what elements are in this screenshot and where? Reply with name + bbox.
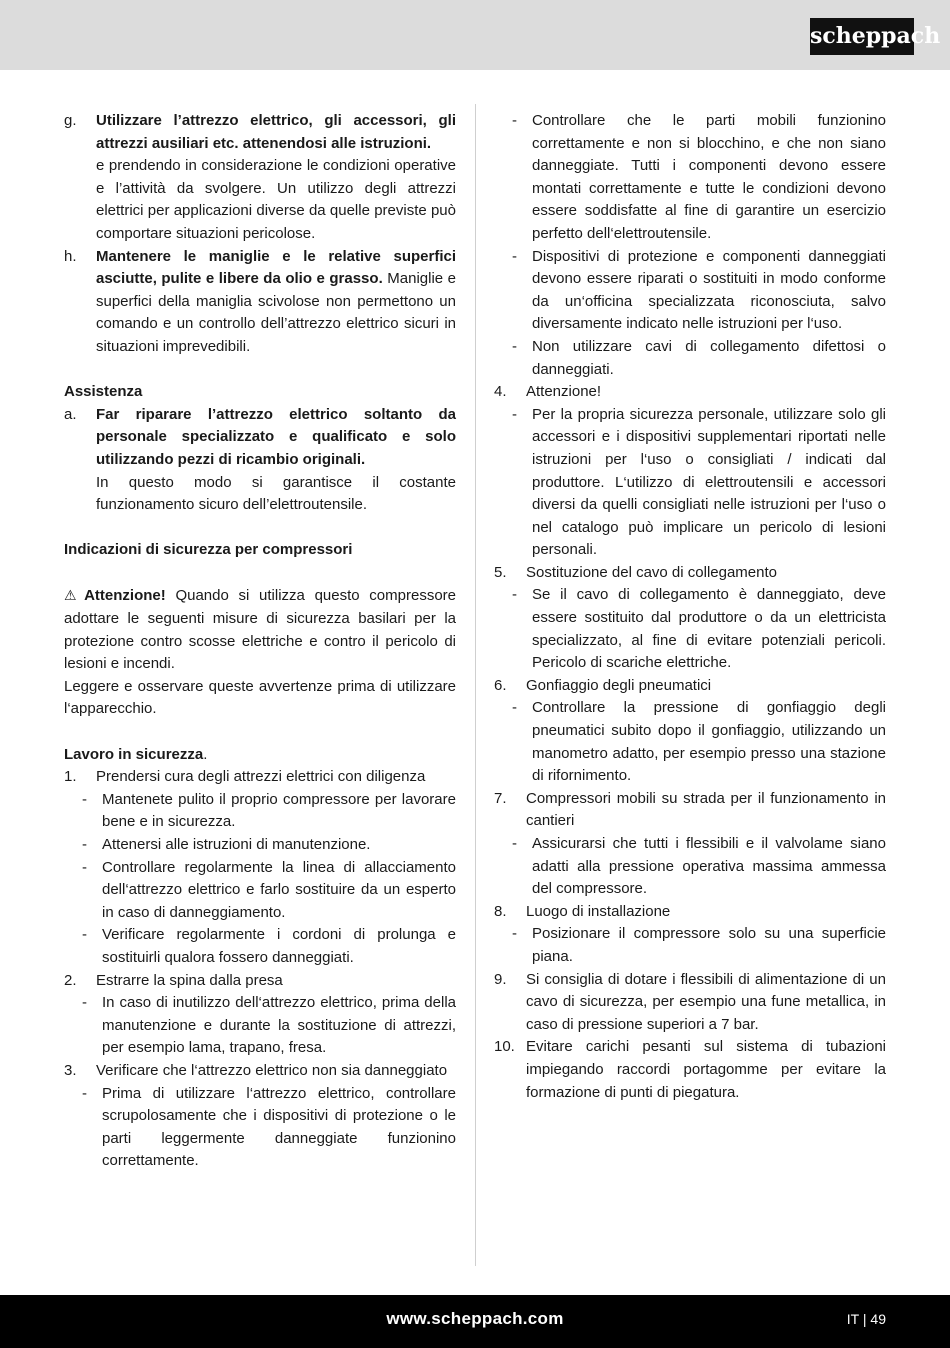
dash-marker: - [512,112,517,129]
right-column [494,110,886,1104]
work-heading-dot: . [203,745,208,763]
numbered-item [494,969,886,1037]
sub-list-item [64,1083,456,1173]
sub-item-text: Verificare regolarmente i cordoni di prolunga e sostituirli qualora fossero danneggiati. [102,926,456,966]
dash-marker: - [512,337,517,355]
page-header [0,0,950,70]
dash-marker: - [82,790,87,808]
sub-list-item [494,697,886,787]
dash-marker: - [512,925,517,943]
read-instructions-paragraph: Leggere e osservare queste avvertenze prima di utilizzare l‘apparecchio. [64,677,456,718]
sub-list-item [64,924,456,969]
dash-marker: - [82,836,87,853]
scheppach-logo: scheppach [810,18,914,55]
sub-item-text: Se il cavo di collegamento è danneggiato, deve essere sostituito dal produttore o da un elettricista specializzato, al fine di evitare potenziali pericoli. Pericolo di scariche elettriche. [532,586,886,672]
work-heading-text: Lavoro in sicurezza [64,745,204,763]
dash-marker: - [512,247,517,265]
numbered-item [494,675,886,698]
item-bold-text: Utilizzare l’attrezzo elettrico, gli accessori, gli attrezzi ausiliari etc. attenendosi alle istruzioni. [96,112,456,152]
sub-item-text: Controllare regolarmente la linea di allacciamento dell‘attrezzo elettrico e farlo sostituire da un esperto in caso di danneggiamento. [102,858,456,921]
list-item-h [64,246,456,359]
item-number: 5. [494,563,507,581]
dash-marker: - [82,926,87,944]
dash-marker: - [512,835,517,852]
sub-list-item [494,336,886,381]
left-column [64,110,456,1173]
sub-item-text: Dispositivi di protezione e componenti danneggiati devono essere riparati o sostituiti in modo conforme da un‘officina specializzata riconosciuta, salvo diversamente indicato nelle istruzioni per l‘uso. [532,247,886,333]
item-text: Maniglie e superfici della maniglia scivolose non permettono un comando e un controllo dell’attrezzo elettrico sicuri in situazioni imprevedibili. [96,270,456,355]
item-text: Si consiglia di dotare i flessibili di alimentazione di un cavo di sicurezza, per esempio una fune metallica, in caso di pressione superiori a 7 bar. [526,970,886,1033]
item-bold-text: Mantenere le maniglie e le relative superfici asciutte, pulite e libere da olio e grasso. [96,247,456,288]
section-heading-assistenza: Assistenza [64,383,143,401]
item-text: Estrarre la spina dalla presa [96,971,283,989]
item-text: Verificare che l‘attrezzo elettrico non sia danneggiato [96,1061,448,1079]
item-text: In questo modo si garantisce il costante funzionamento sicuro dell’elettroutensile. [96,473,456,514]
website-link[interactable]: www.scheppach.com [386,1309,564,1328]
sub-item-text: Prima di utilizzare l‘attrezzo elettrico, controllare scrupolosamente che i dispositivi di protezione o le parti leggermente danneggiate funzionino correttamente. [102,1084,456,1170]
item-number: 4. [494,383,507,401]
dash-marker: - [82,858,87,876]
dash-marker: - [512,405,517,423]
right-numbered-list [494,381,886,1104]
dash-marker: - [82,1084,87,1102]
sub-item-text: In caso di inutilizzo dell‘attrezzo elettrico, prima della manutenzione e durante la sostituzione di attrezzi, per esempio lama, trapano, fresa. [102,994,456,1057]
sub-item-text: Per la propria sicurezza personale, utilizzare solo gli accessori e i dispositivi supplementari riportati nelle istruzioni per l‘uso o consigliati / indicati dal produttore. L‘utilizzo di elettroutensili e accessori diversi da quelli consigliati nelle istruzioni per l‘uso o nel catalogo può implicare un pericolo di lesioni personali. [532,405,886,559]
item-bold-text: Far riparare l’attrezzo elettrico soltanto da personale specializzato e qualificato e solo utilizzando pezzi di ricambio originali. [96,405,456,468]
sub-item-text: Posizionare il compressore solo su una superficie piana. [532,925,886,965]
page-number: IT | 49 [846,1311,886,1327]
list-item-a [64,404,456,517]
item-text: e prendendo in considerazione le condizioni operative e l’attività da svolgere. Un utilizzo degli attrezzi elettrici per applicazioni diverse da quelle previste può comportare situazioni pericolose. [96,157,456,242]
numbered-item [494,381,886,404]
item-number: 2. [64,971,77,989]
sub-item-text: Non utilizzare cavi di collegamento difettosi o danneggiati. [532,337,886,378]
sub-item-text: Attenersi alle istruzioni di manutenzione. [102,836,371,853]
left-numbered-list [64,766,456,1173]
numbered-item [494,562,886,585]
sub-list-item [64,992,456,1060]
numbered-item [494,1036,886,1104]
item-text: Evitare carichi pesanti sul sistema di tubazioni impiegando raccordi portagomme per evitare la formazione di punti di piegatura. [526,1038,886,1101]
item-number: 7. [494,789,507,807]
sub-list-item [494,923,886,968]
sub-item-text: Mantenete pulito il proprio compressore per lavorare bene e in sicurezza. [102,790,456,831]
section-heading-safety: Indicazioni di sicurezza per compressori [64,541,353,559]
sub-list-item [494,246,886,336]
warning-paragraph [64,584,456,675]
item-text: Sostituzione del cavo di collegamento [526,563,777,581]
warning-text: Quando si utilizza questo compressore adottare le seguenti misure di sicurezza basilari per la protezione contro scosse elettriche e contro il pericolo di lesioni e incendi. [64,587,457,673]
page-number-value: 49 [870,1311,886,1327]
item-marker: a. [64,405,77,423]
warning-label: Attenzione! [84,587,166,605]
dash-marker: - [512,699,517,717]
item-number: 8. [494,902,507,920]
item-number: 9. [494,970,507,988]
item-marker: h. [64,247,77,265]
sub-item-text: Controllare che le parti mobili funzionino correttamente e non si blocchino, e che non siano danneggiate. Tutti i componenti devono essere montati correttamente e tutte le condizioni devono essere soddisfatte al fine di garantire un esercizio perfetto dell‘elettroutensile. [532,112,886,242]
item-text: Attenzione! [526,383,602,401]
item-number: 3. [64,1061,77,1079]
sub-list-item [64,857,456,925]
item-text: Luogo di installazione [526,902,671,920]
numbered-item [494,901,886,924]
item-number: 1. [64,768,77,786]
item-number: 10. [494,1038,515,1056]
column-divider [475,104,476,1266]
language-code: IT [846,1311,859,1327]
sub-list-item [494,404,886,562]
item-number: 6. [494,676,507,694]
sub-list-item [64,789,456,834]
numbered-item [64,766,456,789]
dash-marker: - [512,586,517,604]
dash-marker: - [82,994,87,1012]
sub-item-text: Controllare la pressione di gonfiaggio degli pneumatici subito dopo il gonfiaggio, utilizzando un manometro adatto, per esempio presso una stazione di rifornimento. [532,699,886,785]
numbered-item [494,788,886,833]
warning-icon: ⚠ [64,587,83,604]
sub-item-text: Assicurarsi che tutti i flessibili e il valvolame siano adatti alla pressione operativa massima ammessa del compressore. [532,835,886,898]
page-footer [0,1295,950,1348]
item-text: Prendersi cura degli attrezzi elettrici con diligenza [96,768,426,786]
numbered-item [64,1060,456,1083]
list-item-g [64,110,456,246]
sub-list-item [64,834,456,857]
section-heading-work [64,744,456,767]
item-marker: g. [64,112,77,129]
numbered-item [64,970,456,993]
sub-list-item [494,833,886,901]
continued-sub-list [494,110,886,381]
sub-list-item [494,584,886,674]
item-text: Compressori mobili su strada per il funzionamento in cantieri [526,789,886,830]
sub-list-item [494,110,886,246]
item-text: Gonfiaggio degli pneumatici [526,676,712,694]
